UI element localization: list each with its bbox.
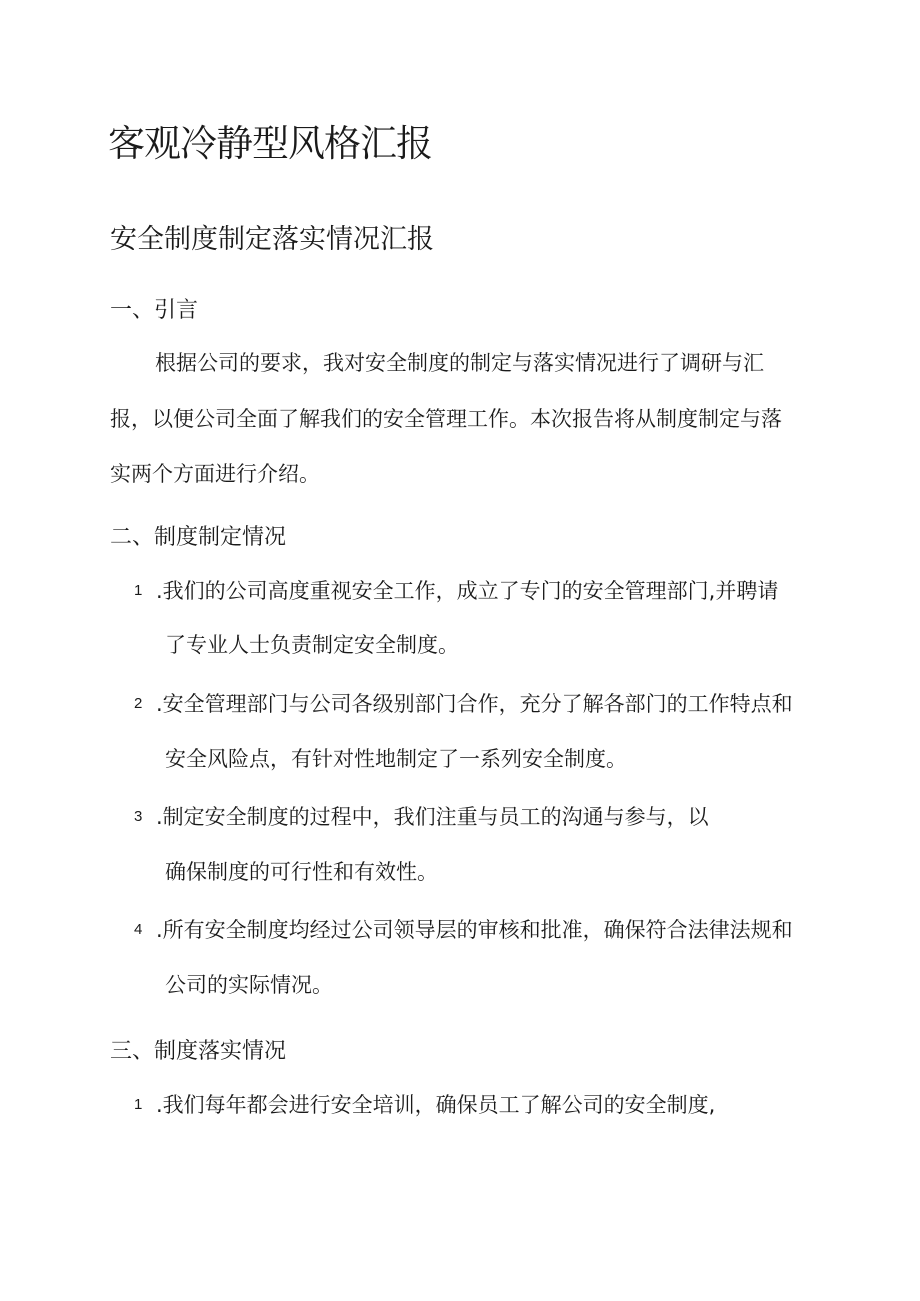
list-item-text: 了专业人士负责制定安全制度。 <box>165 633 459 657</box>
paragraph-line: 根据公司的要求，我对安全制度的制定与落实情况进行了调研与汇 <box>155 351 764 375</box>
list-item-text: 安全风险点，有针对性地制定了一系列安全制度。 <box>165 747 627 771</box>
list-item-number: 2 <box>134 695 143 712</box>
document-title: 客观冷静型风格汇报 <box>108 122 432 165</box>
list-item-text: 公司的实际情况。 <box>165 973 333 997</box>
list-item-number: 4 <box>134 921 143 938</box>
list-item-text: .安全管理部门与公司各级别部门合作，充分了解各部门的工作特点和 <box>156 692 793 716</box>
list-item-text: 确保制度的可行性和有效性。 <box>165 860 438 884</box>
section-heading-policy-implementation: 三、制度落实情况 <box>110 1039 287 1064</box>
section-heading-introduction: 一、引言 <box>110 298 199 323</box>
list-item-text: .所有安全制度均经过公司领导层的审核和批准，确保符合法律法规和 <box>156 918 793 942</box>
document-subtitle: 安全制度制定落实情况汇报 <box>110 224 434 255</box>
list-item-text: .制定安全制度的过程中，我们注重与员工的沟通与参与，以 <box>156 805 709 829</box>
list-item-number: 3 <box>134 808 143 825</box>
list-item-number: 1 <box>134 582 143 599</box>
list-item-number: 1 <box>134 1096 143 1113</box>
section-heading-policy-making: 二、制度制定情况 <box>110 525 287 550</box>
list-item-text: .我们的公司高度重视安全工作，成立了专门的安全管理部门,并聘请 <box>156 579 779 603</box>
list-item-text: .我们每年都会进行安全培训，确保员工了解公司的安全制度, <box>156 1093 716 1117</box>
paragraph-line: 实两个方面进行介绍。 <box>110 462 320 486</box>
paragraph-line: 报，以便公司全面了解我们的安全管理工作。本次报告将从制度制定与落 <box>110 407 782 431</box>
